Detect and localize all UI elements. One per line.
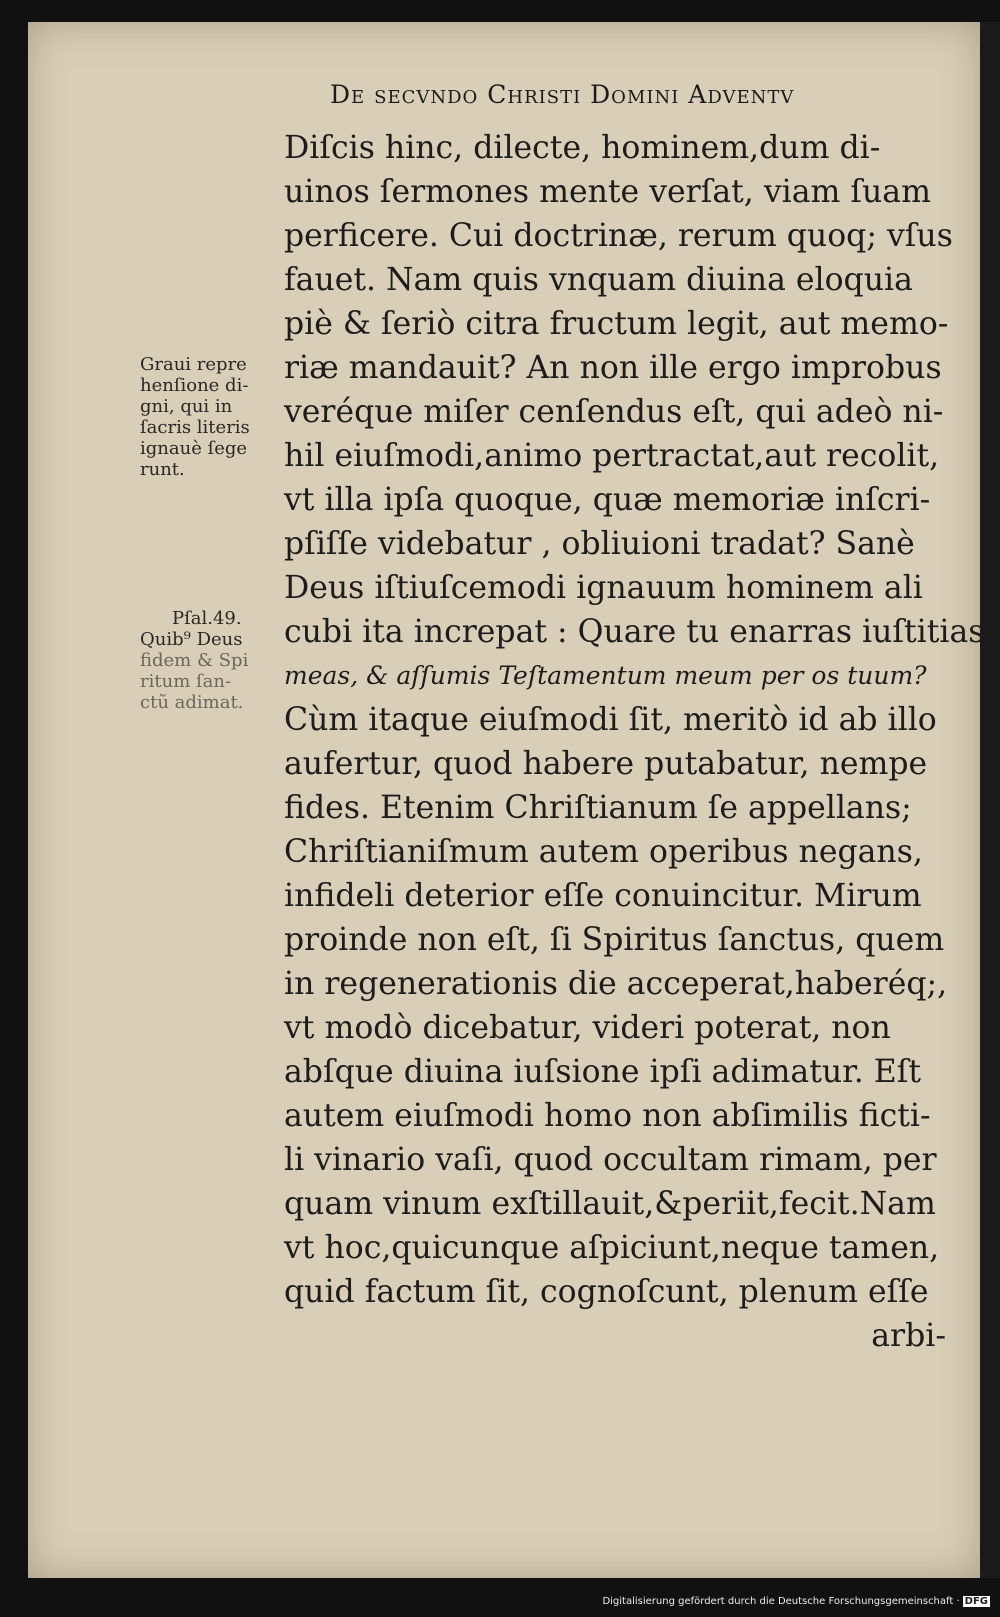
text-line-content: cubi ita increpat : Quare tu enarras iuſtitias xyxy=(284,614,985,650)
text-line-content: pſiſſe videbatur , obliuioni tradat? Sanè xyxy=(284,526,915,562)
dfg-logo: DFG xyxy=(964,1596,988,1607)
text-line-content: vt illa ipſa quoque, quæ memoriæ inſcri- xyxy=(284,482,931,518)
text-line-content: fides. Etenim Chriſtianum ſe appellans; xyxy=(284,790,912,826)
text-line-content: meas, & aſſumis Teſtamentum meum per os tuum? xyxy=(284,661,927,690)
text-line-content: vt hoc,quicunque aſpiciunt,neque tamen, xyxy=(284,1230,940,1266)
text-line xyxy=(284,126,946,170)
text-line xyxy=(284,1226,946,1270)
text-line-content: aufertur, quod habere putabatur, nempe xyxy=(284,746,928,782)
text-line-content: riæ mandauit? An non ille ergo improbus xyxy=(284,350,942,386)
text-line-content: proinde non eſt, ſi Spiritus ſanctus, quem xyxy=(284,922,945,958)
text-line xyxy=(284,786,946,830)
text-line xyxy=(284,610,985,654)
margin-note-line: ritum ſan- xyxy=(140,671,232,692)
margin-note-line: gni, qui in xyxy=(140,396,233,417)
text-line xyxy=(284,1138,946,1182)
margin-note-line: ignauè ſege xyxy=(140,438,248,459)
text-line-content: abſque diuina iuſsione ipſi adimatur. Eſt xyxy=(284,1054,922,1090)
text-line-content: li vinario vaſi, quod occultam rimam, per xyxy=(284,1142,937,1178)
text-line xyxy=(284,1006,946,1050)
margin-note-psalm xyxy=(140,608,248,713)
book-edge xyxy=(980,22,1000,1578)
text-line-content: veréque miſer cenſendus eſt, qui adeò ni- xyxy=(284,394,944,430)
margin-note-line: runt. xyxy=(140,459,185,480)
text-line xyxy=(284,346,946,390)
text-line xyxy=(284,478,946,522)
margin-note-line: ctũ adimat. xyxy=(140,692,244,713)
text-line xyxy=(284,302,949,346)
text-line xyxy=(284,258,946,302)
text-line xyxy=(284,830,946,874)
text-line xyxy=(284,566,946,610)
text-line xyxy=(284,874,946,918)
text-line-content: Diſcis hinc, dilecte, hominem,dum di- xyxy=(284,130,881,166)
text-line xyxy=(284,654,946,698)
text-line xyxy=(284,962,946,1006)
margin-note-line: ſacris literis xyxy=(140,417,250,438)
text-line-content: vt modò dicebatur, videri poterat, non xyxy=(284,1010,891,1046)
text-line-content: Cùm itaque eiuſmodi ſit, meritò id ab illo xyxy=(284,702,937,738)
text-line-content: quam vinum exſtillauit,&periit,fecit.Nam xyxy=(284,1186,936,1222)
text-line xyxy=(284,170,946,214)
margin-note-line: Graui repre xyxy=(140,354,247,375)
text-line xyxy=(284,698,946,742)
text-line-content: infideli deterior eſſe conuincitur. Mirum xyxy=(284,878,922,914)
margin-note-line: fidem & Spi xyxy=(140,650,249,671)
main-text-block xyxy=(284,126,985,1358)
text-line-content: Deus iſtiuſcemodi ignauum hominem ali xyxy=(284,570,923,606)
margin-note-line: henſione di- xyxy=(140,375,249,396)
text-line-content: in regenerationis die acceperat,haberéq;, xyxy=(284,966,948,1002)
text-line-content: fauet. Nam quis vnquam diuina eloquia xyxy=(284,262,913,298)
text-line-content: autem eiuſmodi homo non abſimilis ficti- xyxy=(284,1098,931,1134)
text-line-content: hil eiuſmodi,animo pertractat,aut recolit, xyxy=(284,438,940,474)
text-line-content: perficere. Cui doctrinæ, rerum quoq; vſus xyxy=(284,218,953,254)
text-line-content: piè & ſeriò citra fructum legit, aut memo- xyxy=(284,306,949,342)
margin-note-reprehension xyxy=(140,354,250,480)
credit-text: Digitalisierung gefördert durch die Deutsche Forschungsgemeinschaft · xyxy=(602,1596,960,1607)
text-line xyxy=(284,1050,946,1094)
text-line-content: arbi- xyxy=(871,1318,946,1354)
text-line xyxy=(284,918,946,962)
text-line xyxy=(284,742,946,786)
psalm-reference: Pſal.49. xyxy=(172,608,242,629)
text-line xyxy=(284,1182,946,1226)
text-line-content: quid factum ſit, cognoſcunt, plenum eſſe xyxy=(284,1274,929,1310)
text-line xyxy=(284,1314,946,1358)
text-line xyxy=(284,1094,946,1138)
running-title: De secvndo Christi Domini Adventv xyxy=(330,80,795,109)
text-line-content: Chriſtianiſmum autem operibus negans, xyxy=(284,834,923,870)
text-line xyxy=(284,214,953,258)
text-line xyxy=(284,522,946,566)
digitization-credit xyxy=(602,1596,990,1607)
text-line xyxy=(284,390,946,434)
margin-note-line: Quib⁹ Deus xyxy=(140,629,243,650)
text-line-content: uinos ſermones mente verſat, viam ſuam xyxy=(284,174,931,210)
text-line xyxy=(284,434,946,478)
text-line xyxy=(284,1270,946,1314)
